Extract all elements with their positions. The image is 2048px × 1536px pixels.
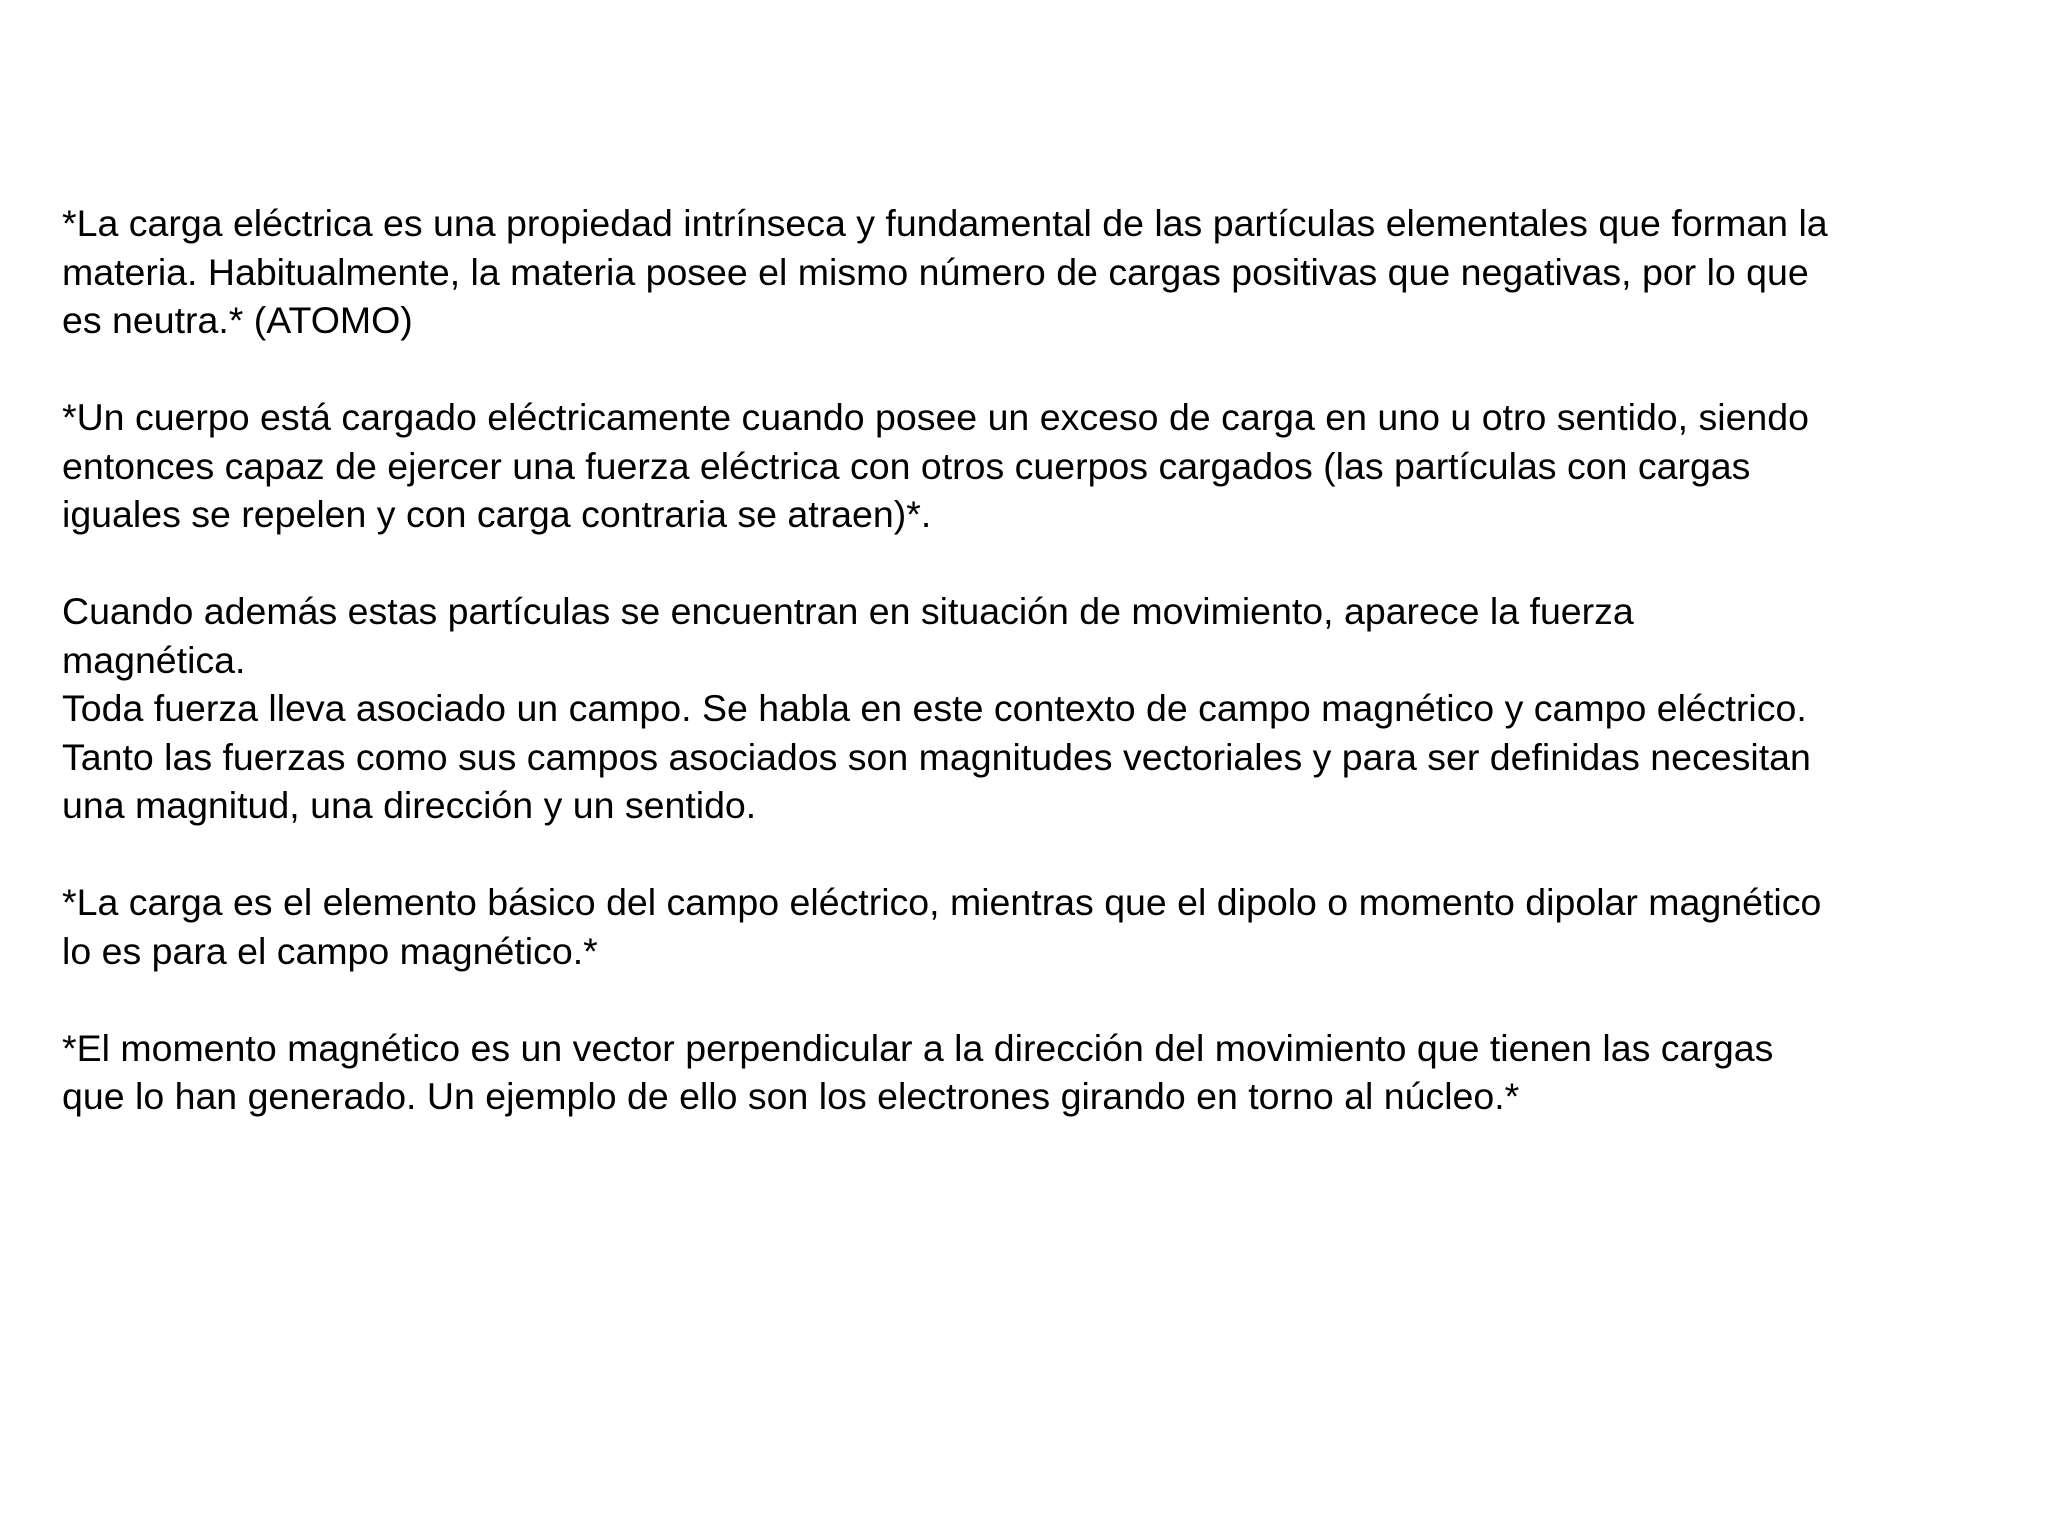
text-line: *El momento magnético es un vector perpendicular a la dirección del movimiento que tienen las cargas (62, 1026, 1774, 1069)
text-line: Tanto las fuerzas como sus campos asociados son magnitudes vectoriales y para ser definidas necesitan (62, 735, 1811, 778)
paragraph-carga-electrica (62, 199, 1982, 345)
text-line: materia. Habitualmente, la materia posee el mismo número de cargas positivas que negativas, por lo que (62, 250, 1809, 293)
paragraph-cuerpo-cargado (62, 393, 1982, 539)
text-line: *La carga eléctrica es una propiedad intrínseca y fundamental de las partículas elementales que forman la (62, 202, 1828, 244)
text-line: Cuando además estas partículas se encuentran en situación de movimiento, aparece la fuerza (62, 590, 1634, 632)
paragraph-spacer (62, 975, 1982, 1024)
text-line: entonces capaz de ejercer una fuerza eléctrica con otros cuerpos cargados (las partículas con cargas (62, 444, 1751, 487)
paragraph-fuerza-magnetica (62, 587, 1982, 830)
text-line: magnética. (62, 638, 246, 681)
paragraph-spacer (62, 830, 1982, 879)
text-body (62, 199, 1982, 1121)
paragraph-momento-magnetico (62, 1024, 1982, 1121)
text-line: *Un cuerpo está cargado eléctricamente cuando posee un exceso de carga en uno u otro sentido, siendo (62, 396, 1809, 438)
paragraph-spacer (62, 345, 1982, 394)
text-line: lo es para el campo magnético.* (62, 929, 598, 972)
paragraph-dipolo (62, 878, 1982, 975)
text-line: es neutra.* (ATOMO) (62, 299, 413, 341)
text-line: *La carga es el elemento básico del campo eléctrico, mientras que el dipolo o momento dipolar magnético (62, 881, 1822, 923)
text-line: que lo han generado. Un ejemplo de ello son los electrones girando en torno al núcleo.* (62, 1075, 1520, 1117)
text-line: iguales se repelen y con carga contraria se atraen)*. (62, 493, 932, 535)
paragraph-spacer (62, 539, 1982, 588)
text-line: Toda fuerza lleva asociado un campo. Se habla en este contexto de campo magnético y campo eléctrico. (62, 687, 1807, 729)
text-line: una magnitud, una dirección y un sentido. (62, 784, 757, 826)
